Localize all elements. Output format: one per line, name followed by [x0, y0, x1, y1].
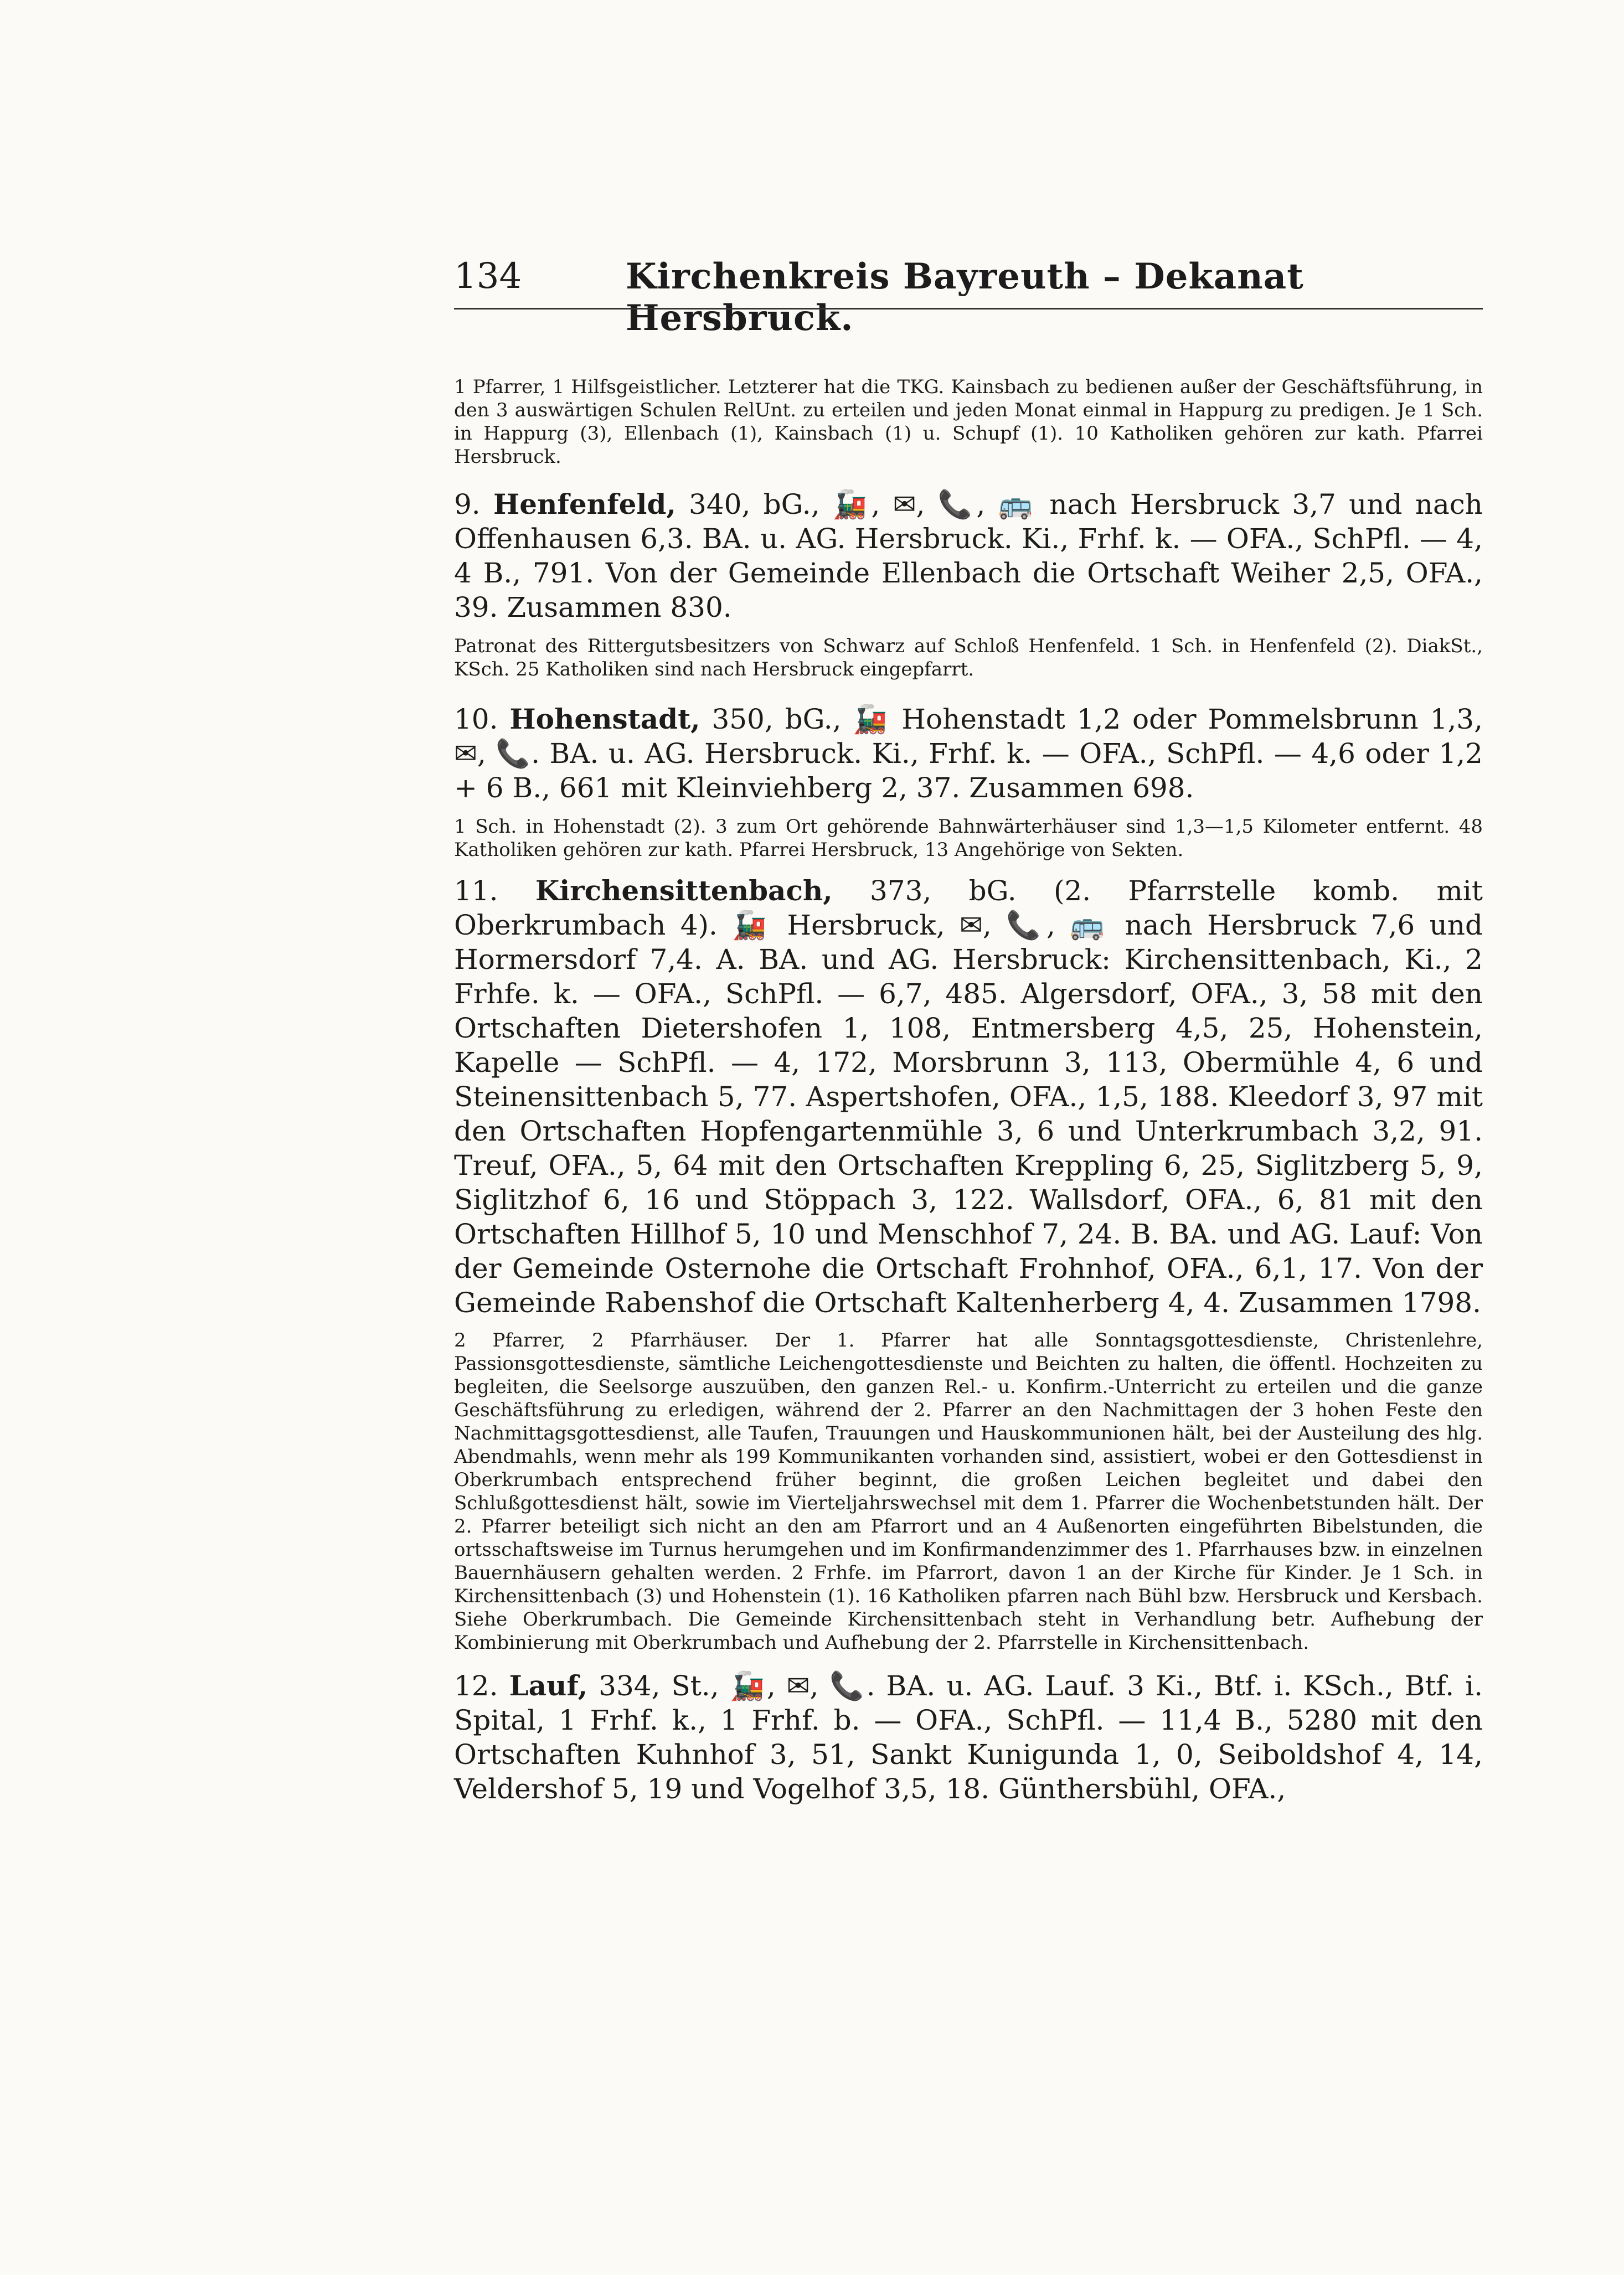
entry-text: 334, St., 🚂, ✉, 📞. BA. u. AG. Lauf. 3 Ki., Btf. i. KSch., Btf. i. Spital, 1 Frhf. k., 1 Frhf. b. — OFA., SchPfl. — 11,4 B., 5280 mit den Ortschaften Kuhnhof 3, 51, Sankt Kunigunda 1, 0, Seiboldshof 4, 14, Veldershof 5, 19 und Vogelhof 3,5, 18. Günthersbühl, OFA.,	[454, 1670, 1483, 1805]
page-number: 134	[454, 256, 522, 297]
running-title: Kirchenkreis Bayreuth – Dekanat Hersbruck.	[626, 256, 1304, 339]
page-header	[454, 249, 1483, 339]
entry-number: 11.	[454, 875, 498, 907]
entry-henfenfeld	[454, 487, 1483, 625]
entry-lauf	[454, 1669, 1483, 1806]
entry-note-henfenfeld: Patronat des Rittergutsbesitzers von Schwarz auf Schloß Henfenfeld. 1 Sch. in Henfenfeld (2). DiakSt., KSch. 25 Katholiken sind nach Hersbruck eingepfarrt.	[454, 635, 1483, 680]
book-page	[454, 249, 1483, 1806]
intro-note: 1 Pfarrer, 1 Hilfsgeistlicher. Letzterer hat die TKG. Kainsbach zu bedienen außer der Geschäftsführung, in den 3 auswärtigen Schulen RelUnt. zu erteilen und jeden Monat einmal in Happurg zu predigen. Je 1 Sch. in Happurg (3), Ellenbach (1), Kainsbach (1) u. Schupf (1). 10 Katholiken gehören zur kath. Pfarrei Hersbruck.	[454, 376, 1483, 468]
entry-hohenstadt	[454, 702, 1483, 805]
entry-name: Lauf,	[509, 1669, 588, 1702]
entry-name: Henfenfeld,	[493, 488, 676, 520]
entry-kirchensittenbach	[454, 874, 1483, 1320]
entry-number: 10.	[454, 703, 498, 735]
entry-text: 373, bG. (2. Pfarrstelle komb. mit Oberkrumbach 4). 🚂 Hersbruck, ✉, 📞, 🚌 nach Hersbruck 7,6 und Hormersdorf 7,4. A. BA. und AG. Hersbruck: Kirchensittenbach, Ki., 2 Frhfe. k. — OFA., SchPfl. — 6,7, 485. Algersdorf, OFA., 3, 58 mit den Ortschaften Dietershofen 1, 108, Entmersberg 4,5, 25, Hohenstein, Kapelle — SchPfl. — 4, 172, Morsbrunn 3, 113, Obermühle 4, 6 und Steinensittenbach 5, 77. Aspertshofen, OFA., 1,5, 188. Kleedorf 3, 97 mit den Ortschaften Hopfengartenmühle 3, 6 und Unterkrumbach 3,2, 91. Treuf, OFA., 5, 64 mit den Ortschaften Kreppling 6, 25, Siglitzberg 5, 9, Siglitzhof 6, 16 und Stöppach 3, 122. Wallsdorf, OFA., 6, 81 mit den Ortschaften Hillhof 5, 10 und Menschhof 7, 24. B. BA. und AG. Lauf: Von der Gemeinde Osternohe die Ortschaft Frohnhof, OFA., 6,1, 17. Von der Gemeinde Rabenshof die Ortschaft Kaltenherberg 4, 4. Zusammen 1798.	[454, 875, 1483, 1319]
entry-note-hohenstadt: 1 Sch. in Hohenstadt (2). 3 zum Ort gehörende Bahnwärterhäuser sind 1,3—1,5 Kilometer entfernt. 48 Katholiken gehören zur kath. Pfarrei Hersbruck, 13 Angehörige von Sekten.	[454, 816, 1483, 861]
entry-name: Kirchensittenbach,	[535, 874, 833, 907]
entry-text: 340, bG., 🚂, ✉, 📞, 🚌 nach Hersbruck 3,7 und nach Offenhausen 6,3. BA. u. AG. Hersbruck. Ki., Frhf. k. — OFA., SchPfl. — 4, 4 B., 791. Von der Gemeinde Ellenbach die Ortschaft Weiher 2,5, OFA., 39. Zusammen 830.	[454, 488, 1483, 623]
header-rule	[454, 308, 1483, 309]
entry-number: 9.	[454, 488, 481, 520]
entry-number: 12.	[454, 1670, 498, 1702]
entry-name: Hohenstadt,	[509, 703, 700, 735]
entry-text: 350, bG., 🚂 Hohenstadt 1,2 oder Pommelsbrunn 1,3, ✉, 📞. BA. u. AG. Hersbruck. Ki., Frhf. k. — OFA., SchPfl. — 4,6 oder 1,2 + 6 B., 661 mit Kleinviehberg 2, 37. Zusammen 698.	[454, 703, 1483, 804]
entry-note-kirchensittenbach: 2 Pfarrer, 2 Pfarrhäuser. Der 1. Pfarrer hat alle Sonntagsgottesdienste, Christenlehre, Passionsgottesdienste, sämtliche Leichengottesdienste und Beichten zu halten, die öffentl. Hochzeiten zu begleiten, die Seelsorge auszuüben, den ganzen Rel.- u. Konfirm.-Unterricht zu erteilen und die ganze Geschäftsführung zu erledigen, während der 2. Pfarrer an den Nachmittagen der 3 hohen Feste den Nachmittagsgottesdienst, alle Taufen, Trauungen und Hauskommunionen hält, bei der Austeilung des hlg. Abendmahls, wenn mehr als 199 Kommunikanten vorhanden sind, assistiert, wobei er den Gottesdienst in Oberkrumbach entsprechend früher beginnt, die großen Leichen begleitet und dabei den Schlußgottesdienst hält, sowie im Vierteljahrswechsel mit dem 1. Pfarrer die Wochenbetstunden hält. Der 2. Pfarrer beteiligt sich nicht an den am Pfarrort und an 4 Außenorten eingeführten Bibelstunden, die ortsschaftsweise im Turnus herumgehen und im Konfirmandenzimmer des 1. Pfarrhauses bzw. in einzelnen Bauernhäusern gehalten werden. 2 Frhfe. im Pfarrort, davon 1 an der Kirche für Kinder. Je 1 Sch. in Kirchensittenbach (3) und Hohenstein (1). 16 Katholiken pfarren nach Bühl bzw. Hersbruck und Kersbach. Siehe Oberkrumbach. Die Gemeinde Kirchensittenbach steht in Verhandlung betr. Aufhebung der Kombinierung mit Oberkrumbach und Aufhebung der 2. Pfarrstelle in Kirchensittenbach.	[454, 1329, 1483, 1654]
